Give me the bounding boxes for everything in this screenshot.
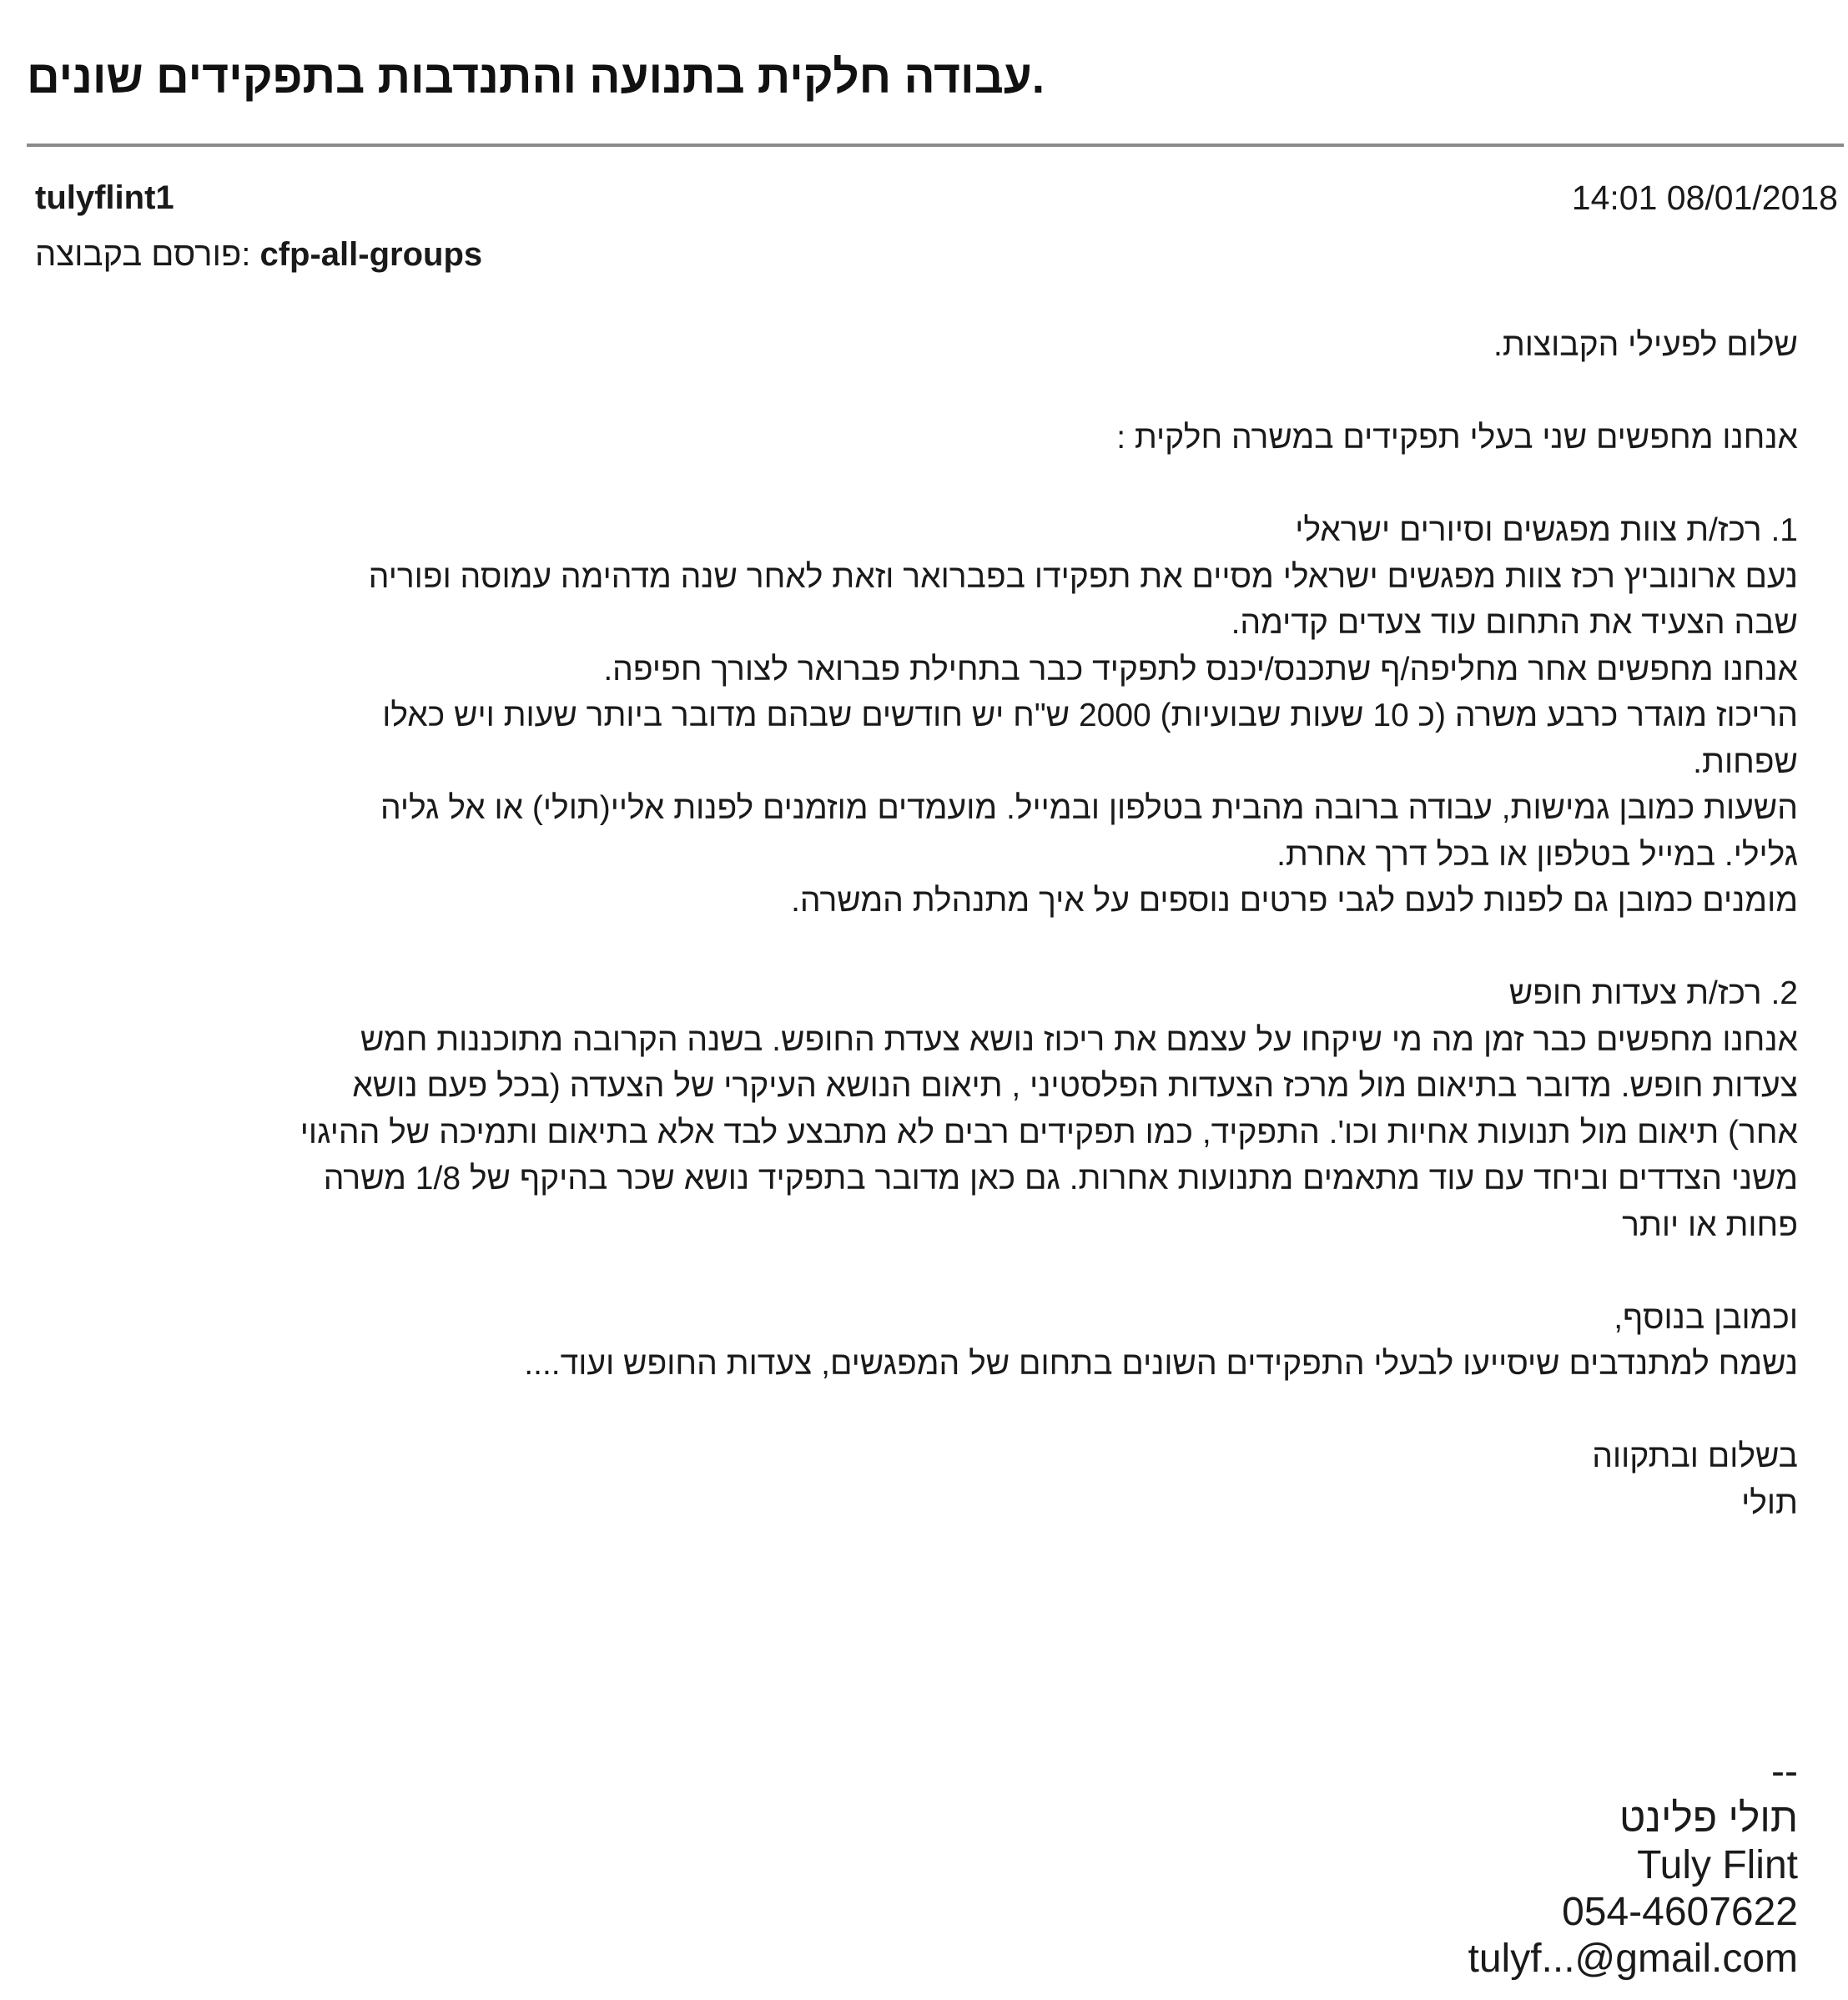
message-line: מומנים כמובן גם לפנות לנעם לגבי פרטים נוספים על איך מתנהלת המשרה. [791,883,1798,919]
signature-name-english: Tuly Flint [1637,1843,1798,1887]
blank-line [50,461,1798,508]
blank-line [50,1388,1798,1434]
group-name[interactable]: cfp-all-groups [259,236,483,273]
post-subject: עבודה חלקית בתנועה והתנדבות בתפקידים שונים. [27,51,1045,103]
message-line: שפחות. [1693,743,1798,780]
message-line: 1. רכז/ת צוות מפגשים וסיורים ישראלי [1295,512,1798,548]
post-date: 14:01 08/01/2018 [1571,179,1838,217]
signature-separator: -- [1771,1750,1798,1794]
message-line: השעות כמובן גמישות, עבודה ברובה מהבית בטלפון ובמייל. מועמדים מוזמנים לפנות אליי(תולי) או אל גליה [380,790,1798,826]
message-body [50,322,1798,1526]
post-author[interactable]: tulyflint1 [35,179,174,216]
signature-email[interactable]: tulyf...@gmail.com [1468,1937,1798,1981]
signature [50,1749,1798,1982]
group-info [35,232,482,278]
message-line: נעם ארונוביץ רכז צוות מפגשים ישראלי מסיים את תפקידו בפברואר וזאת לאחר שנה מדהימה עמוסה ופוריה [368,558,1798,595]
message-line: אחר) תיאום מול תנועות אחיות וכו'. התפקיד, כמו תפקידים רבים לא מתבצע לבד אלא בתיאום ותמיכה של ההיגוי [300,1114,1798,1151]
message-line: אנחנו מחפשים שני בעלי תפקידים במשרה חלקית : [1116,420,1798,456]
blank-line [50,924,1798,971]
header-divider [27,144,1844,147]
blank-line [50,369,1798,416]
message-line: וכמובן בנוסף, [1614,1299,1798,1336]
message-line: אנחנו מחפשים כבר זמן מה מי שיקחו על עצמם את ריכוז נושא צעדת החופש. בשנה הקרובה מתוכננות חמש [360,1021,1798,1058]
message-line: פחות או יותר [1622,1207,1798,1243]
message-line: נשמח למתנדבים שיסייעו לבעלי התפקידים השונים בתחום של המפגשים, צעדות החופש ועוד.... [524,1346,1798,1382]
message-line: 2. רכז/ת צעדות חופש [1508,975,1798,1011]
group-prefix: פורסם בקבוצה: [35,236,251,273]
signature-phone: 054-4607622 [1562,1890,1798,1934]
blank-line [50,1248,1798,1295]
message-line: שלום לפעילי הקבוצות. [1493,327,1798,363]
signature-name-hebrew: תולי פלינט [1619,1796,1798,1841]
message-line: צעדות חופש. מדובר בתיאום מול מרכז הצעדות הפלסטיני , תיאום הנושא העיקרי של הצעדה (בכל פעם נושא [352,1068,1798,1104]
message-line: בשלום ובתקווה [1592,1438,1798,1474]
message-line: אנחנו מחפשים אחר מחליפה/ף שתכנס/יכנס לתפקיד כבר בתחילת פברואר לצורך חפיפה. [603,651,1798,688]
message-line: משני הצדדים וביחד עם עוד מתאמים מתנועות אחרות. גם כאן מדובר בתפקיד נושא שכר בהיקף של 1/8 משרה [323,1161,1798,1196]
message-line: הריכוז מוגדר כרבע משרה (כ 10 שעות שבועיות) 2000 ש"ח יש חודשים שבהם מדובר ביותר שעות ויש כאלו [382,698,1798,733]
message-line: תולי [1741,1484,1798,1521]
message-line: שבה הצעיד את התחום עוד צעדים קדימה. [1231,605,1798,641]
message-line: גלילי. במייל בטלפון או בכל דרך אחרת. [1276,836,1798,873]
